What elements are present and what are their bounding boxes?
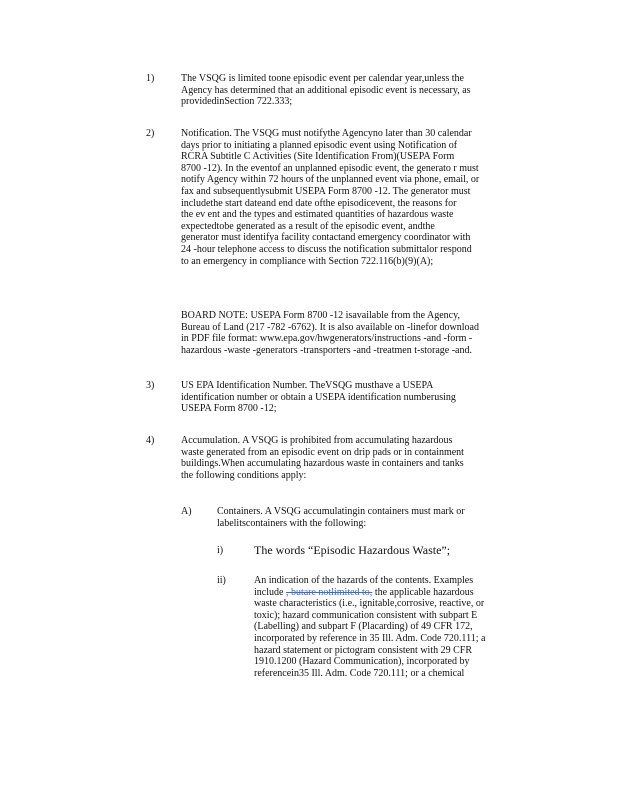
text-line: in PDF file format: www.epa.gov/hwgenerators/instructions -and -form -	[181, 333, 473, 345]
text-line: Agency has determined that an additional episodic event is necessary, as	[181, 84, 471, 96]
struck-text: , butare notlimited to,	[285, 586, 373, 598]
item-ii-number: ii)	[217, 575, 226, 586]
text-line: waste characteristics (i.e., ignitable,corrosive, reactive, or	[254, 598, 485, 610]
item-3-number: 3)	[146, 380, 155, 391]
text-line: labelitscontainers with the following:	[217, 517, 367, 529]
text-line: toxic); hazard communication consistent with subpart E	[254, 609, 478, 621]
text-line: waste generated from an episodic event on drip pads or in containment	[181, 446, 464, 458]
text-line: expectedtobe generated as a result of the episodic event, andthe	[181, 220, 435, 232]
text-line: the ev ent and the types and estimated quantities of hazardous waste	[181, 209, 454, 221]
text-line: to an emergency in compliance with Section 722.116(b)(9)(A);	[181, 255, 434, 267]
text-line: hazard statement or pictogram consistent with 29 CFR	[254, 644, 473, 656]
text-line: buildings.When accumulating hazardous waste in containers and tanks	[181, 458, 464, 470]
text-line: Notification. The VSQG must notifythe Agencyno later than 30 calendar	[181, 128, 472, 139]
text-line: notify Agency within 72 hours of the unplanned event via phone, email, or	[181, 174, 480, 186]
item-ii-text	[254, 575, 544, 679]
text-line: 8700 -12). In the eventof an unplanned episodic event, the generato r must	[181, 162, 479, 174]
text-line: Bureau of Land (217 -782 -6762). It is also available on -linefor download	[181, 321, 479, 333]
text-segment: include	[254, 586, 286, 598]
item-4-text	[181, 435, 551, 481]
text-line: fax and subsequentlysubmit USEPA Form 8700 -12. The generator must	[181, 185, 471, 197]
item-i-text	[254, 545, 544, 557]
text-line: hazardous -waste -generators -transporters -and -treatmen t-storage -and.	[181, 344, 472, 356]
item-4-number: 4)	[146, 435, 155, 446]
text-line: An indication of the hazards of the contents. Examples	[254, 575, 474, 586]
text-line: BOARD NOTE: USEPA Form 8700 -12 isavailable from the Agency,	[181, 310, 460, 321]
item-a-number: A)	[181, 506, 192, 517]
text-line: identification number or obtain a USEPA identification numberusing	[181, 391, 456, 403]
text-line: Accumulation. A VSQG is prohibited from accumulating hazardous	[181, 435, 453, 446]
text-line-with-strike	[254, 587, 544, 599]
text-line: generator must identifya facility contactand emergency coordinator with	[181, 232, 471, 244]
text-line: Containers. A VSQG accumulatingin containers must mark or	[217, 506, 465, 517]
item-2-text	[181, 128, 551, 267]
text-line: The words “Episodic Hazardous Waste”;	[254, 543, 451, 557]
text-segment: the applicable hazardous	[372, 586, 474, 598]
item-1-text	[181, 73, 551, 108]
text-line: (Labelling) and subpart F (Placarding) of 49 CFR 172,	[254, 621, 473, 633]
text-line: USEPA Form 8700 -12;	[181, 403, 277, 415]
item-i-number: i)	[217, 545, 224, 556]
text-line: referencein35 Ill. Adm. Code 720.111; or a chemical	[254, 667, 465, 679]
item-a-text	[217, 506, 537, 529]
item-3-text	[181, 380, 551, 415]
item-1-number: 1)	[146, 73, 155, 84]
text-line: 24 -hour telephone access to discuss the notification submittalor respond	[181, 243, 472, 255]
text-line: days prior to initiating a planned episodic event using Notification of	[181, 139, 458, 151]
text-line: the following conditions apply:	[181, 469, 307, 481]
text-line: incorporated by reference in 35 Ill. Adm. Code 720.111; a	[254, 632, 486, 644]
text-line: RCRA Subtitle C Activities (Site Identification From)(USEPA Form	[181, 151, 455, 163]
text-line: 1910.1200 (Hazard Communication), incorporated by	[254, 656, 470, 668]
text-line: The VSQG is limited toone episodic event per calendar year,unless the	[181, 73, 464, 84]
text-line: providedinSection 722.333;	[181, 96, 293, 108]
item-2-number: 2)	[146, 128, 155, 139]
board-note-text	[181, 310, 551, 356]
text-line: US EPA Identification Number. TheVSQG musthave a USEPA	[181, 380, 434, 391]
text-line: includethe start dateand end date ofthe episodicevent, the reasons for	[181, 197, 457, 209]
